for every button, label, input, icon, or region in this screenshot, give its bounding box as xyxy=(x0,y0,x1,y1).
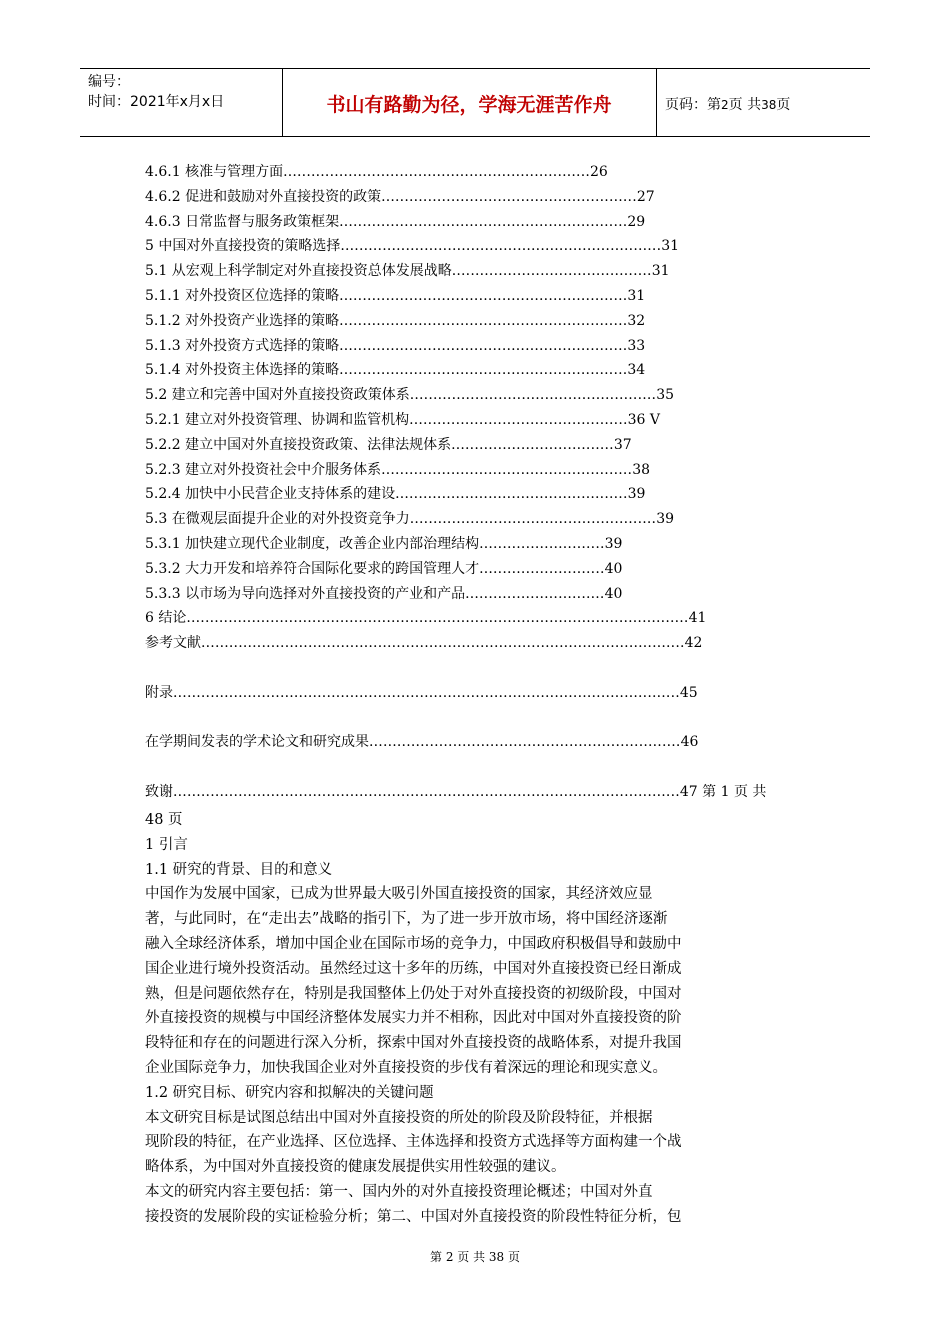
toc-entry-page: 38 xyxy=(632,461,651,478)
toc-entry-page: 29 xyxy=(627,213,646,230)
section-heading: 1 引言 xyxy=(145,836,188,853)
toc-entry-title: 5.3.2 大力开发和培养符合国际化要求的跨国管理人才 xyxy=(145,560,480,577)
toc-entry[interactable] xyxy=(145,408,766,433)
toc-entry-leader: ........................... xyxy=(479,535,605,552)
header-page-indicator xyxy=(665,94,790,114)
time-label: 时间：2021年x月x日 xyxy=(88,94,225,110)
toc-entry-leader: .................................................................. xyxy=(283,164,590,180)
toc-entry-page: 31 xyxy=(651,263,670,280)
toc-entry-page: 26 xyxy=(590,164,608,180)
toc-entry-title: 5 中国对外直接投资的策略选择 xyxy=(145,238,341,255)
toc-entry[interactable] xyxy=(145,284,766,309)
toc-entry-title: 在学期间发表的学术论文和研究成果 xyxy=(145,734,369,751)
toc-entry-leader: ..................................................... xyxy=(409,387,657,404)
toc-entry[interactable] xyxy=(145,185,766,210)
toc-entry[interactable] xyxy=(145,383,766,408)
toc-entry-title: 5.3 在微观层面提升企业的对外投资竞争力 xyxy=(145,511,410,528)
toc-entry-page: 40 xyxy=(604,560,623,577)
toc-entry-leader: .............................................................. xyxy=(339,312,628,329)
toc-entry-leader: ....................................................... xyxy=(381,188,637,205)
toc-entry-title: 4.6.3 日常监督与服务政策框架 xyxy=(145,213,340,230)
body-line: 段特征和存在的问题进行深入分析，探索中国对外直接投资的战略体系，对提升我国 xyxy=(145,1035,682,1052)
toc-entry-page: 39 xyxy=(604,535,623,552)
toc-entry-title: 5.3.1 加快建立现代企业制度，改善企业内部治理结构 xyxy=(145,535,480,552)
body-line: 本文的研究内容主要包括：第一、国内外的对外直接投资理论概述；中国对外直 xyxy=(145,1183,653,1200)
body-line: 国企业进行境外投资活动。虽然经过这十多年的历练，中国对外直接投资已经日渐成 xyxy=(145,960,682,977)
toc-entry-leader: ........................... xyxy=(479,560,605,577)
body-line: 熟，但是问题依然存在，特别是我国整体上仍处于对外直接投资的初级阶段，中国对 xyxy=(145,985,682,1002)
toc-entry-leader: ............................................................................................................ xyxy=(186,610,689,627)
page-mid: 页 共 xyxy=(728,97,762,113)
toc-entry[interactable] xyxy=(145,681,766,706)
toc-entry[interactable] xyxy=(145,730,766,755)
toc-entry-title: 5.2.4 加快中小民营企业支持体系的建设 xyxy=(145,486,396,503)
toc-entry-page: 46 xyxy=(680,734,699,751)
body-text xyxy=(145,808,785,1230)
toc-entry-title: 5.2.1 建立对外投资管理、协调和监管机构 xyxy=(145,411,410,428)
toc-entry-leader: ........................................................................................................ xyxy=(201,635,685,652)
toc-entry-title: 5.2.3 建立对外投资社会中介服务体系 xyxy=(145,461,382,478)
toc-entry-title: 附录 xyxy=(145,684,173,701)
toc-entry-title: 5.2 建立和完善中国对外直接投资政策体系 xyxy=(145,387,410,404)
toc-entry-title: 5.1 从宏观上科学制定对外直接投资总体发展战略 xyxy=(145,263,452,280)
body-line: 接投资的发展阶段的实证检验分析；第二、中国对外直接投资的阶段性特征分析，包 xyxy=(145,1208,682,1225)
toc-entry-leader: ............................................................................................................. xyxy=(173,684,680,701)
toc-entry-title: 6 结论 xyxy=(145,610,187,627)
toc-entry-leader: ...................................................... xyxy=(381,461,633,478)
toc-entry-page: 39 xyxy=(656,511,675,528)
toc-entry-page: 36 V xyxy=(627,411,661,428)
toc-entry-page: 41 xyxy=(688,610,707,627)
toc-entry-page: 27 xyxy=(636,188,655,205)
body-line: 融入全球经济体系，增加中国企业在国际市场的竞争力，中国政府积极倡导和鼓励中 xyxy=(145,935,682,952)
toc-entry-page: 33 xyxy=(627,337,646,354)
toc-entry-leader: ................................... xyxy=(451,436,614,453)
toc-entry-leader: .............................................................. xyxy=(339,362,628,379)
toc-entry-leader: .................................................. xyxy=(395,486,628,503)
toc-entry[interactable] xyxy=(145,210,766,235)
toc-entry[interactable] xyxy=(145,582,766,607)
toc-entry[interactable] xyxy=(145,433,766,458)
toc-entry[interactable] xyxy=(145,507,766,532)
toc-entry-page: 34 xyxy=(627,362,646,379)
toc-entry-title: 致谢 xyxy=(145,783,173,800)
header-divider-right xyxy=(656,68,657,136)
toc-entry[interactable] xyxy=(145,606,766,631)
toc-entry[interactable] xyxy=(145,259,766,284)
header-left-info xyxy=(88,72,224,112)
toc-entry-leader: ........................................... xyxy=(451,263,652,280)
toc-entry-leader: ............................................... xyxy=(409,411,628,428)
toc-entry-page: 40 xyxy=(604,585,623,602)
toc-entry[interactable] xyxy=(145,532,766,557)
toc-entry-title: 5.1.4 对外投资主体选择的策略 xyxy=(145,362,340,379)
page-total: 38 xyxy=(761,98,777,112)
toc-entry-page: 32 xyxy=(627,312,646,329)
toc-entry[interactable] xyxy=(145,482,766,507)
body-line: 著，与此同时，在“走出去”战略的指引下，为了进一步开放市场，将中国经济逐渐 xyxy=(145,911,668,928)
toc-entry-leader: ..................................................... xyxy=(409,511,657,528)
header-bottom-rule xyxy=(80,136,870,137)
page-prefix: 页码：第 xyxy=(665,97,721,113)
header-motto: 书山有路勤为径，学海无涯苦作舟 xyxy=(326,94,612,116)
body-line: 本文研究目标是试图总结出中国对外直接投资的所处的阶段及阶段特征，并根据 xyxy=(145,1109,653,1126)
toc-entry[interactable] xyxy=(145,458,766,483)
toc-entry-page: 31 xyxy=(627,287,646,304)
table-of-contents xyxy=(145,160,766,805)
body-line: 中国作为发展中国家，已成为世界最大吸引外国直接投资的国家，其经济效应显 xyxy=(145,886,653,903)
toc-entry-page: 37 xyxy=(613,436,632,453)
toc-entry-leader: .............................................................. xyxy=(339,337,628,354)
toc-entry-leader: .............................. xyxy=(465,585,605,602)
toc-entry-title: 5.2.2 建立中国对外直接投资政策、法律法规体系 xyxy=(145,436,452,453)
body-line: 企业国际竞争力，加快我国企业对外直接投资的步伐有着深远的理论和现实意义。 xyxy=(145,1059,667,1076)
toc-entry-leader: ..................................................................... xyxy=(340,238,662,255)
header-top-rule xyxy=(80,68,870,69)
toc-entry-page: 35 xyxy=(656,387,675,404)
toc-entry-leader: ............................................................................................................. xyxy=(173,783,680,800)
toc-entry-page: 39 xyxy=(627,486,646,503)
toc-entry[interactable] xyxy=(145,780,766,805)
toc-entry[interactable] xyxy=(145,358,766,383)
toc-entry-title: 参考文献 xyxy=(145,635,201,652)
toc-entry-page: 31 xyxy=(661,238,680,255)
toc-entry-leader: .............................................................. xyxy=(339,287,628,304)
toc-entry-page: 47 第 1 页 共 xyxy=(679,783,767,800)
subsection-heading: 1.1 研究的背景、目的和意义 xyxy=(145,861,333,878)
toc-entry[interactable] xyxy=(145,557,766,582)
toc-entry-title: 5.1.1 对外投资区位选择的策略 xyxy=(145,287,340,304)
serial-number-label: 编号： xyxy=(88,74,130,90)
page-footer: 第 2 页 共 38 页 xyxy=(430,1250,520,1264)
page-current: 2 xyxy=(721,98,729,112)
toc-entry[interactable] xyxy=(145,309,766,334)
toc-entry-title: 5.1.2 对外投资产业选择的策略 xyxy=(145,312,340,329)
body-line: 现阶段的特征，在产业选择、区位选择、主体选择和投资方式选择等方面构建一个战 xyxy=(145,1134,682,1151)
toc-entry[interactable] xyxy=(145,631,766,656)
toc-entry-title: 4.6.1 核准与管理方面 xyxy=(145,164,284,180)
page-suffix: 页 xyxy=(776,97,791,113)
toc-entry-leader: ................................................................... xyxy=(369,734,681,751)
body-line: 略体系，为中国对外直接投资的健康发展提供实用性较强的建议。 xyxy=(145,1159,566,1176)
toc-entry[interactable] xyxy=(145,160,766,185)
subsection-heading: 1.2 研究目标、研究内容和拟解决的关键问题 xyxy=(145,1084,434,1101)
toc-entry[interactable] xyxy=(145,234,766,259)
toc-entry-page: 45 xyxy=(679,684,698,701)
toc-entry-page: 42 xyxy=(684,635,703,652)
body-line: 48 页 xyxy=(145,812,183,828)
toc-entry-title: 5.3.3 以市场为导向选择对外直接投资的产业和产品 xyxy=(145,585,466,602)
toc-entry-title: 4.6.2 促进和鼓励对外直接投资的政策 xyxy=(145,188,382,205)
toc-entry-title: 5.1.3 对外投资方式选择的策略 xyxy=(145,337,340,354)
body-line: 外直接投资的规模与中国经济整体发展实力并不相称，因此对中国对外直接投资的阶 xyxy=(145,1010,682,1027)
toc-entry-leader: .............................................................. xyxy=(339,213,628,230)
toc-entry[interactable] xyxy=(145,334,766,359)
